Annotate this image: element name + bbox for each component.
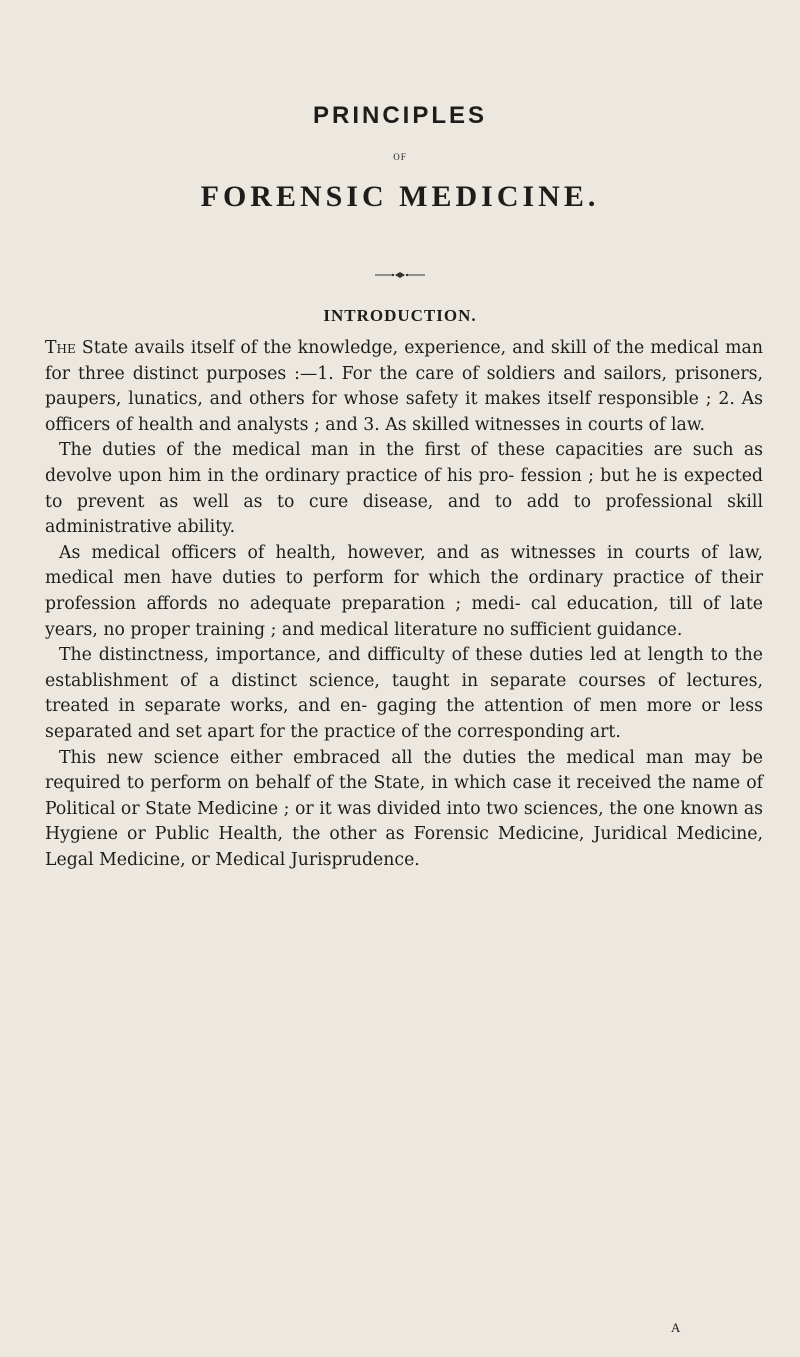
title-forensic-medicine: FORENSIC MEDICINE. [200, 180, 600, 213]
title-principles: PRINCIPLES [312, 102, 488, 129]
paragraph: The distinctness, importance, and difficulty of these duties led at length to the establishment of a distinct science, taught in separate courses of lectures, treated in separate works, and en- gaging the attention of men more or less separated and set apart for the practice of the corresponding art. [45, 645, 763, 742]
title-of: OF [393, 152, 407, 162]
paragraph-text: State avails itself of the knowledge, experience, and skill of the medical man for three distinct purposes :—1. For the care of soldiers and sailors, prisoners, paupers, lunatics, and others for whose safety it makes itself responsible ; 2. As officers of health and analysts ; and 3. As skilled witnesses in courts of law. [45, 338, 763, 435]
paragraph: As medical officers of health, however, and as witnesses in courts of law, medical men have duties to perform for which the ordinary practice of their profession affords no adequate preparation ; medi- cal education, till of late years, no proper training ; and medical literature no sufficient guidance. [45, 542, 763, 640]
lead-small-caps: The [45, 338, 76, 358]
body-text [45, 336, 763, 873]
paragraph: The duties of the medical man in the first of these capacities are such as devolve upon him in the ordinary practice of his pro- fession ; but he is expected to prevent as well as to cure disease, and to add to professional skill administrative ability. [45, 440, 763, 538]
paragraph [45, 336, 763, 438]
section-heading: INTRODUCTION. [323, 306, 477, 325]
ornament-rule [375, 264, 425, 272]
paragraph: This new science either embraced all the duties the medical man may be required to perform on behalf of the State, in which case it received the name of Political or State Medicine ; or it was divided into two sciences, the one known as Hygiene or Public Health, the other as Forensic Medicine, Juridical Medicine, Legal Medicine, or Medical Jurisprudence. [45, 747, 763, 870]
signature-mark: A [671, 1320, 681, 1335]
